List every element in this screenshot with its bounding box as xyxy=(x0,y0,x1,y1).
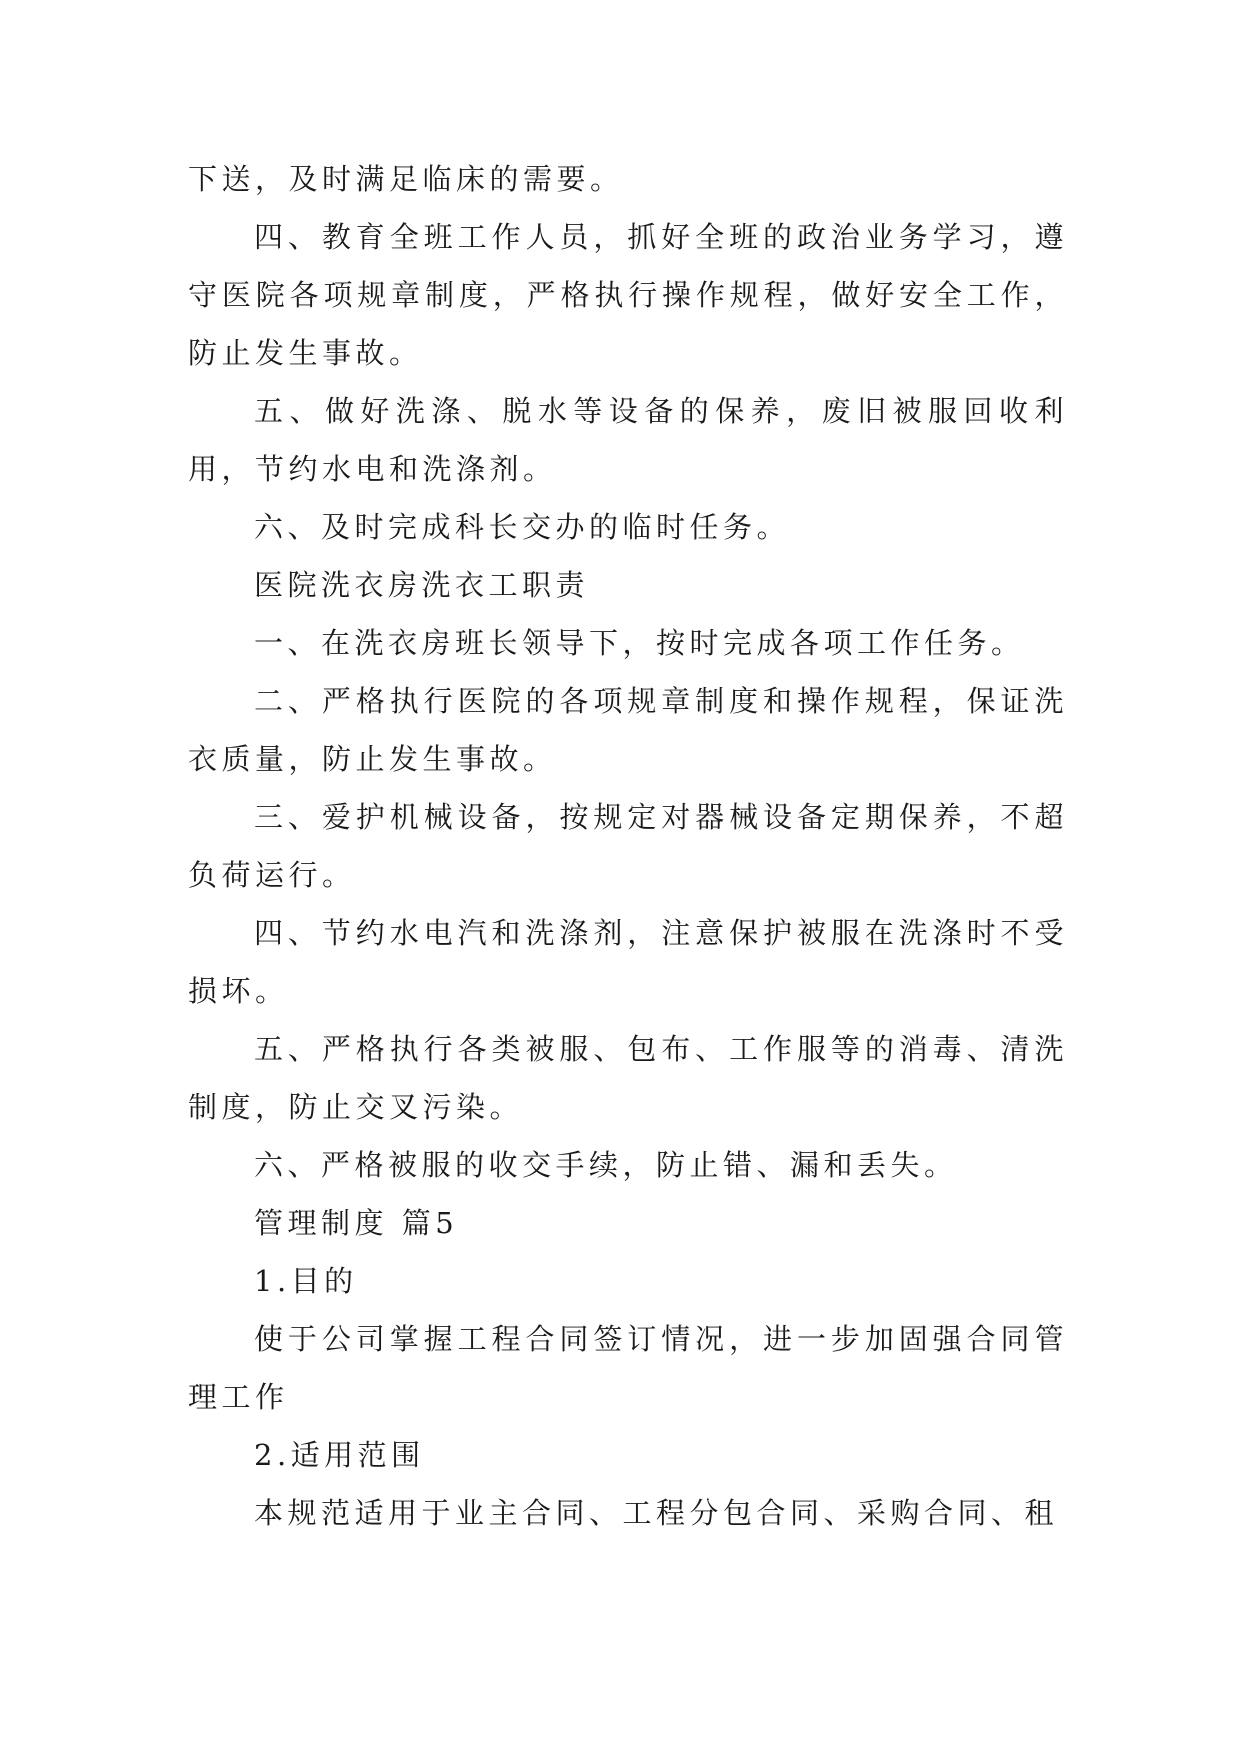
paragraph: 六、严格被服的收交手续，防止错、漏和丢失。 xyxy=(254,1148,958,1182)
paragraph: 一、在洗衣房班长领导下，按时完成各项工作任务。 xyxy=(254,626,1025,660)
paragraph: 使于公司掌握工程合同签订情况，进一步加固强合同管理工作 xyxy=(188,1322,1068,1414)
paragraph: 四、教育全班工作人员，抓好全班的政治业务学习，遵守医院各项规章制度，严格执行操作规程，做好安全工作，防止发生事故。 xyxy=(188,220,1068,370)
paragraph: 五、做好洗涤、脱水等设备的保养，废旧被服回收利用，节约水电和洗涤剂。 xyxy=(188,394,1068,486)
paragraph: 下送，及时满足临床的需要。 xyxy=(188,162,624,196)
paragraph: 本规范适用于业主合同、工程分包合同、采购合同、租 xyxy=(254,1496,1059,1530)
document-page xyxy=(188,150,1068,1542)
subsection-heading: 1.目的 xyxy=(254,1264,358,1298)
paragraph: 三、爱护机械设备，按规定对器械设备定期保养，不超负荷运行。 xyxy=(188,800,1068,892)
paragraph: 二、严格执行医院的各项规章制度和操作规程，保证洗衣质量，防止发生事故。 xyxy=(188,684,1068,776)
section-heading: 管理制度 篇5 xyxy=(254,1206,459,1240)
paragraph: 六、及时完成科长交办的临时任务。 xyxy=(254,510,791,544)
paragraph: 五、严格执行各类被服、包布、工作服等的消毒、清洗制度，防止交叉污染。 xyxy=(188,1032,1068,1124)
paragraph: 四、节约水电汽和洗涤剂，注意保护被服在洗涤时不受损坏。 xyxy=(188,916,1068,1008)
section-heading: 医院洗衣房洗衣工职责 xyxy=(254,568,590,602)
subsection-heading: 2.适用范围 xyxy=(254,1438,425,1472)
